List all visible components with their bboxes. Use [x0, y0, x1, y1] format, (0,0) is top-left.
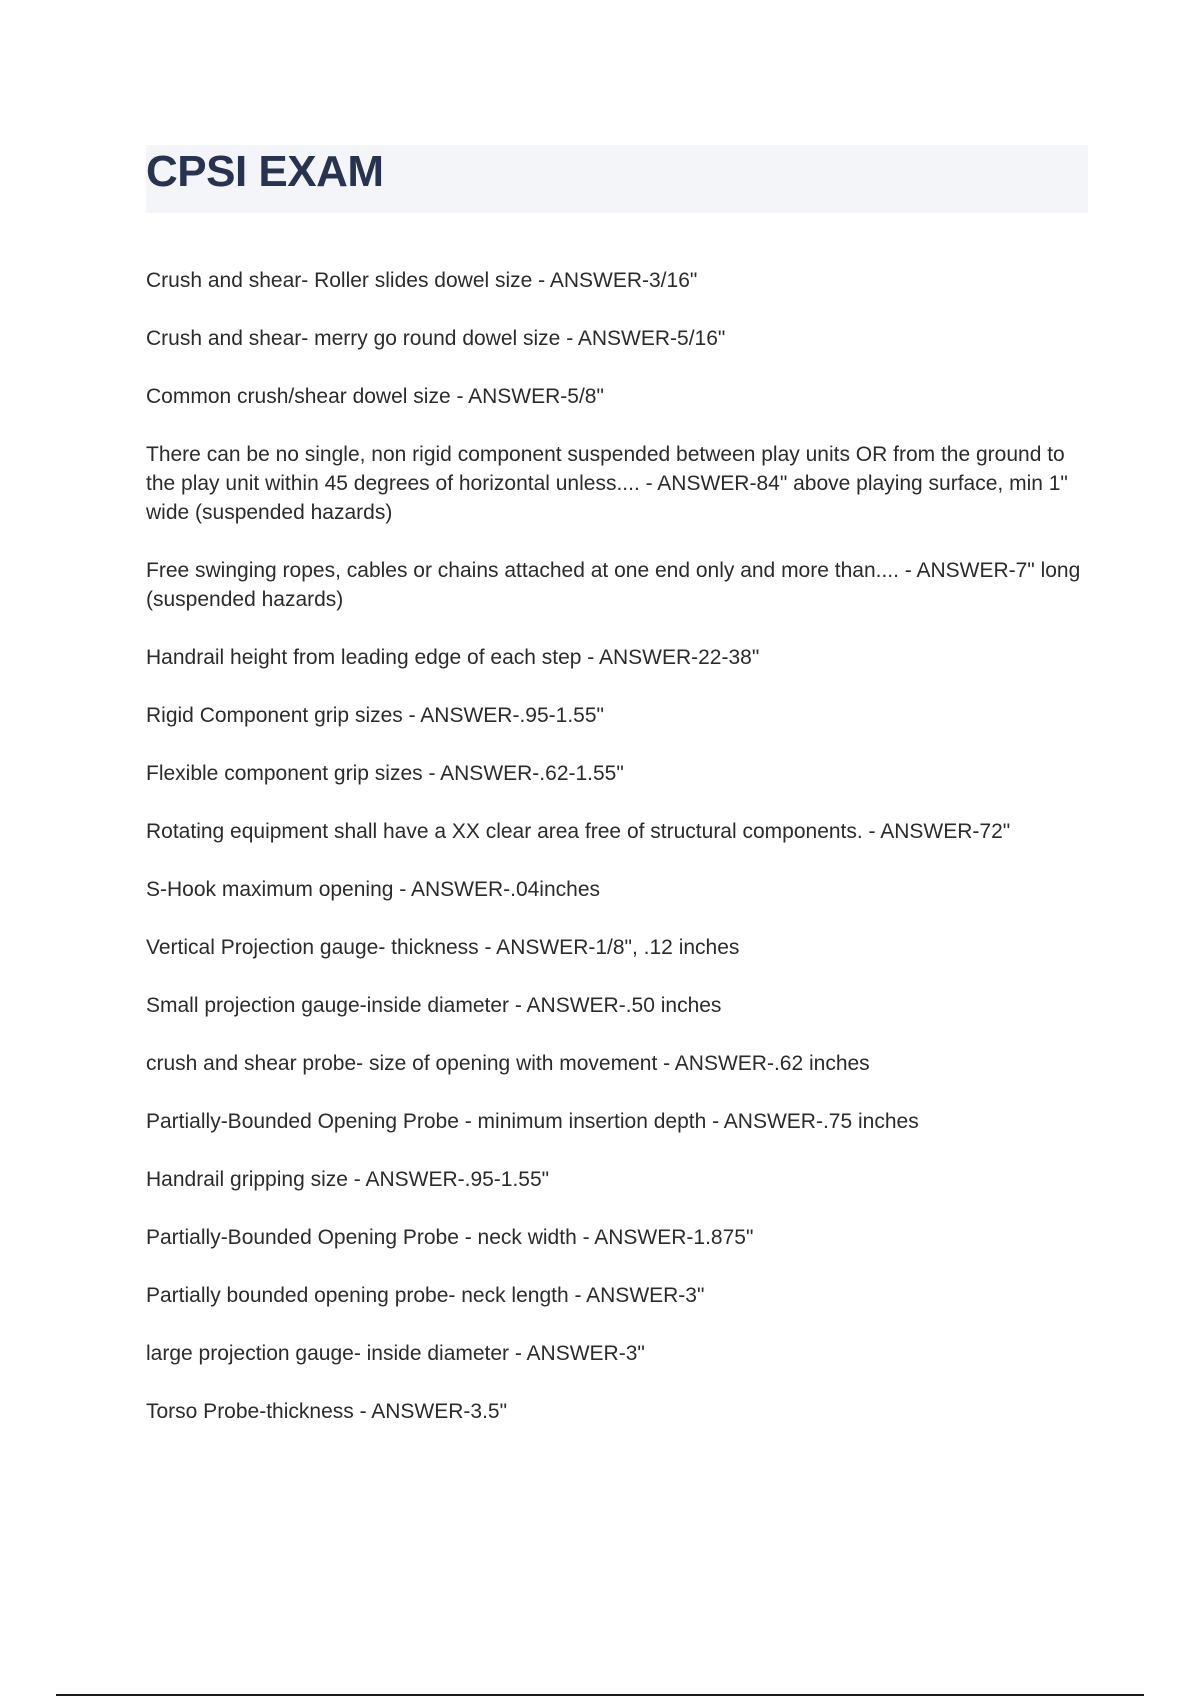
qa-item-torso-probe: Torso Probe-thickness - ANSWER-3.5" — [146, 1400, 508, 1423]
qa-item-vertical-projection-gauge: Vertical Projection gauge- thickness - ANSWER-1/8", .12 inches — [146, 936, 740, 959]
qa-item-rotating-clear-area: Rotating equipment shall have a XX clear area free of structural components. - ANSWER-72" — [146, 820, 1011, 843]
qa-item-pbo-neck-length: Partially bounded opening probe- neck length - ANSWER-3" — [146, 1284, 705, 1307]
footer-divider — [56, 1694, 1144, 1696]
qa-item-flexible-grip: Flexible component grip sizes - ANSWER-.62-1.55" — [146, 762, 624, 785]
qa-item-merry-go-round-dowel: Crush and shear- merry go round dowel size - ANSWER-5/16" — [146, 327, 726, 350]
qa-item-roller-slides-dowel: Crush and shear- Roller slides dowel size - ANSWER-3/16" — [146, 269, 698, 292]
qa-item-small-projection-gauge: Small projection gauge-inside diameter - ANSWER-.50 inches — [146, 994, 722, 1017]
qa-item-pbo-neck-width: Partially-Bounded Opening Probe - neck width - ANSWER-1.875" — [146, 1226, 754, 1249]
qa-item-common-dowel: Common crush/shear dowel size - ANSWER-5/8" — [146, 385, 604, 408]
qa-item-large-projection-gauge: large projection gauge- inside diameter - ANSWER-3" — [146, 1342, 645, 1365]
qa-item-s-hook-opening: S-Hook maximum opening - ANSWER-.04inches — [146, 878, 601, 901]
page-title: CPSI EXAM — [146, 147, 384, 196]
qa-item-free-swinging-ropes: Free swinging ropes, cables or chains attached at one end only and more than.... - ANSWER-7" long (suspended hazards) — [146, 559, 1081, 611]
qa-item-crush-shear-probe: crush and shear probe- size of opening with movement - ANSWER-.62 inches — [146, 1052, 870, 1075]
qa-item-handrail-height: Handrail height from leading edge of each step - ANSWER-22-38" — [146, 646, 760, 669]
qa-list — [146, 266, 1090, 1455]
qa-item-suspended-component: There can be no single, non rigid component suspended between play units OR from the ground to the play unit within 45 degrees of horizontal unless.... - ANSWER-84" above playing surface, min 1" wide (suspended hazards) — [146, 443, 1068, 524]
qa-item-handrail-gripping: Handrail gripping size - ANSWER-.95-1.55" — [146, 1168, 550, 1191]
qa-item-pbo-insertion-depth: Partially-Bounded Opening Probe - minimum insertion depth - ANSWER-.75 inches — [146, 1110, 919, 1133]
qa-item-rigid-grip: Rigid Component grip sizes - ANSWER-.95-1.55" — [146, 704, 604, 727]
